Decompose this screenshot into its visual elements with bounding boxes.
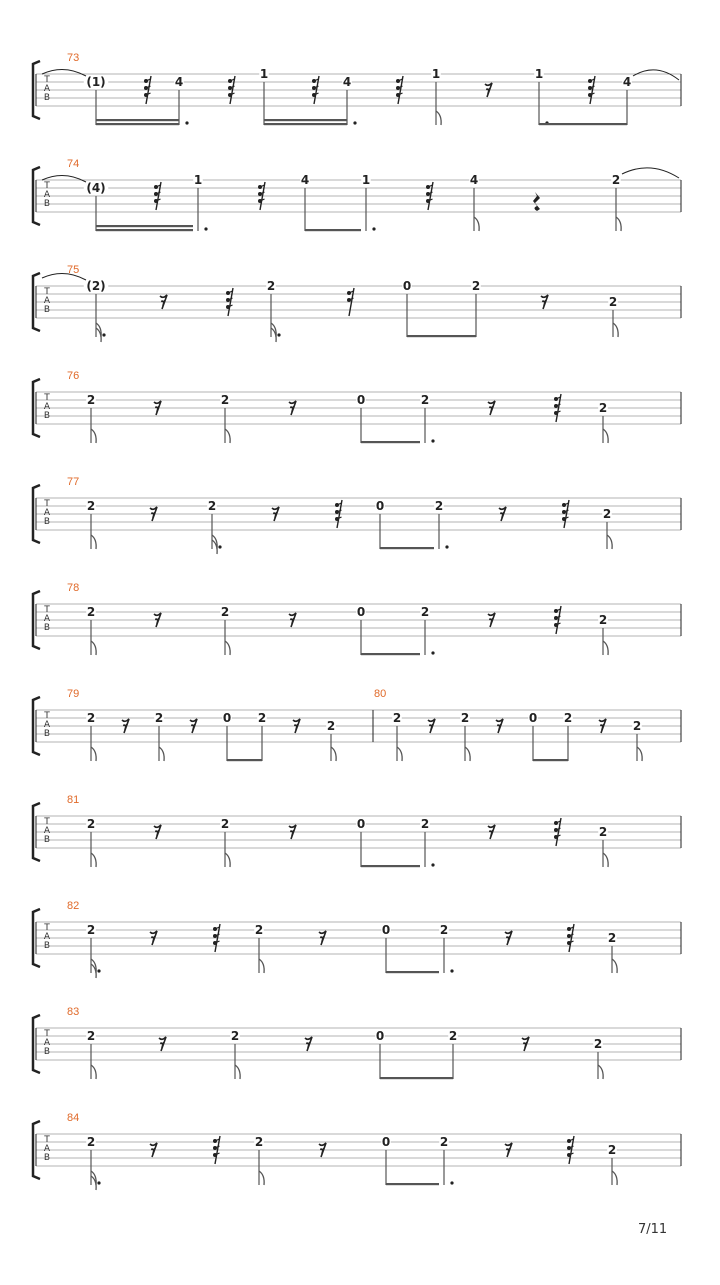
note-flag [91, 1065, 96, 1079]
note-flag [612, 959, 617, 973]
eighth-rest: 𝄾 [273, 506, 277, 524]
tab-clef-letter: A [43, 720, 51, 730]
note-flag [225, 853, 230, 867]
fret-number: 0 [528, 711, 538, 725]
tab-clef-letter: B [43, 729, 51, 739]
duration-dot [204, 227, 207, 230]
note-flag [603, 853, 608, 867]
note-beam [264, 119, 347, 121]
fret-number: 4 [174, 75, 184, 89]
fret-number: 1 [193, 173, 203, 187]
fret-number: 2 [439, 923, 449, 937]
fret-number: 2 [439, 1135, 449, 1149]
note-flag [225, 429, 230, 443]
tie-out [622, 168, 679, 178]
eighth-rest: 𝄾 [320, 1142, 324, 1160]
fret-number: 2 [86, 1029, 96, 1043]
fret-number: 2 [86, 499, 96, 513]
note-flag [91, 429, 96, 443]
note-beam [361, 653, 420, 655]
fret-number: 0 [356, 605, 366, 619]
tab-clef-letter: T [44, 817, 50, 827]
tab-system [33, 52, 681, 125]
fret-number: 2 [598, 613, 608, 627]
fret-number: 2 [220, 605, 230, 619]
fret-number: 2 [86, 1135, 96, 1149]
note-flag [436, 111, 441, 125]
tie-in [42, 273, 86, 280]
eighth-rest: 𝄾 [290, 824, 294, 842]
eighth-rest: 𝄾 [523, 1036, 527, 1054]
fret-number: 2 [607, 1143, 617, 1157]
fret-number: 2 [326, 719, 336, 733]
fret-number: 2 [254, 923, 264, 937]
note-beam [361, 441, 420, 443]
fret-number: 0 [375, 499, 385, 513]
tab-clef-letter: A [43, 402, 51, 412]
fret-number: 1 [431, 67, 441, 81]
fret-number: 4 [469, 173, 479, 187]
duration-dot [97, 1181, 100, 1184]
note-flag [603, 641, 608, 655]
note-flag [259, 1171, 264, 1185]
duration-dot [450, 1181, 453, 1184]
note-flag [612, 1171, 617, 1185]
note-beam [96, 119, 179, 121]
fret-number: 2 [220, 393, 230, 407]
fret-number: 4 [622, 75, 632, 89]
fret-number: 2 [230, 1029, 240, 1043]
fret-number: 2 [420, 817, 430, 831]
fret-number: 0 [356, 393, 366, 407]
eighth-rest: 𝄾 [429, 718, 433, 736]
eighth-rest: 𝄾 [155, 612, 159, 630]
tab-system [33, 688, 681, 761]
tab-system [33, 1112, 681, 1190]
fret-number: 2 [154, 711, 164, 725]
fret-number: (4) [86, 181, 106, 195]
note-beam [96, 225, 193, 227]
eighth-rest: 𝄾 [489, 612, 493, 630]
tab-clef-letter: B [43, 1153, 51, 1163]
fret-number: 2 [86, 605, 96, 619]
measure-number: 81 [67, 794, 80, 806]
measure-number: 83 [67, 1006, 80, 1018]
fret-number: 2 [420, 605, 430, 619]
fret-number: 1 [259, 67, 269, 81]
eighth-rest: 𝄾 [306, 1036, 310, 1054]
fret-number: 2 [220, 817, 230, 831]
tab-clef-letter: A [43, 826, 51, 836]
note-beam [539, 123, 627, 125]
page-number: 7/11 [638, 1222, 668, 1237]
tab-system [33, 794, 681, 867]
note-beam [361, 865, 420, 867]
tab-clef-letter: A [43, 84, 51, 94]
measure-number: 76 [67, 370, 80, 382]
fret-number: (1) [86, 75, 106, 89]
tab-system [33, 476, 681, 554]
fret-number: 2 [266, 279, 276, 293]
tab-clef-letter: B [43, 623, 51, 633]
tab-system [33, 264, 681, 342]
eighth-rest: 𝄾 [489, 824, 493, 842]
fret-number: 2 [602, 507, 612, 521]
fret-number: 2 [471, 279, 481, 293]
note-flag [607, 535, 612, 549]
note-flag [474, 217, 479, 231]
note-flag [637, 747, 642, 761]
measure-number: 79 [67, 688, 80, 700]
tab-clef-letter: T [44, 605, 50, 615]
note-beam [305, 229, 361, 231]
tab-system [33, 1006, 681, 1079]
fret-number: 0 [381, 1135, 391, 1149]
fret-number: 2 [392, 711, 402, 725]
eighth-rest: 𝄾 [506, 930, 510, 948]
tab-clef-letter: A [43, 1144, 51, 1154]
fret-number: 2 [593, 1037, 603, 1051]
note-flag [159, 747, 164, 761]
fret-number: 4 [300, 173, 310, 187]
eighth-rest: 𝄾 [506, 1142, 510, 1160]
fret-number: (2) [86, 279, 106, 293]
measure-number: 80 [374, 688, 387, 700]
measure-number: 82 [67, 900, 80, 912]
note-beam [380, 1077, 453, 1079]
tab-clef-letter: B [43, 835, 51, 845]
fret-number: 2 [608, 295, 618, 309]
tie-out [633, 70, 679, 80]
tab-system [33, 900, 681, 978]
fret-number: 2 [434, 499, 444, 513]
measure-number: 75 [67, 264, 80, 276]
note-beam [380, 547, 434, 549]
measure-number: 78 [67, 582, 80, 594]
fret-number: 2 [86, 817, 96, 831]
fret-number: 2 [632, 719, 642, 733]
note-flag [616, 217, 621, 231]
eighth-rest: 𝄾 [123, 718, 127, 736]
note-beam [386, 1183, 439, 1185]
eighth-rest: 𝄾 [542, 294, 546, 312]
note-flag [603, 429, 608, 443]
duration-dot [277, 333, 280, 336]
duration-dot [445, 545, 448, 548]
duration-dot [218, 545, 221, 548]
tab-clef-letter: T [44, 711, 50, 721]
note-flag [259, 959, 264, 973]
note-flag [598, 1065, 603, 1079]
note-flag [613, 323, 618, 337]
fret-number: 0 [381, 923, 391, 937]
eighth-rest: 𝄾 [155, 824, 159, 842]
fret-number: 0 [375, 1029, 385, 1043]
note-beam [96, 123, 179, 125]
eighth-rest: 𝄾 [486, 82, 490, 100]
eighth-rest: 𝄾 [320, 930, 324, 948]
note-flag [331, 747, 336, 761]
fret-number: 0 [356, 817, 366, 831]
fret-number: 2 [598, 825, 608, 839]
measure-number: 77 [67, 476, 80, 488]
tab-system [33, 370, 681, 443]
tab-clef-letter: A [43, 508, 51, 518]
measure-number: 74 [67, 158, 80, 170]
tab-clef-letter: T [44, 923, 50, 933]
tab-clef-letter: B [43, 199, 51, 209]
note-flag [397, 747, 402, 761]
fret-number: 2 [420, 393, 430, 407]
tab-system [33, 582, 681, 655]
fret-number: 4 [342, 75, 352, 89]
quarter-rest [533, 192, 540, 211]
note-beam [227, 759, 262, 761]
tab-clef-letter: B [43, 93, 51, 103]
fret-number: 1 [361, 173, 371, 187]
duration-dot [431, 439, 434, 442]
fret-number: 2 [611, 173, 621, 187]
duration-dot [372, 227, 375, 230]
tab-clef-letter: B [43, 305, 51, 315]
eighth-rest: 𝄾 [191, 718, 195, 736]
tab-clef-letter: B [43, 517, 51, 527]
tab-clef-letter: T [44, 181, 50, 191]
eighth-rest: 𝄾 [151, 506, 155, 524]
eighth-rest: 𝄾 [294, 718, 298, 736]
fret-number: 2 [254, 1135, 264, 1149]
eighth-rest: 𝄾 [160, 1036, 164, 1054]
fret-number: 0 [222, 711, 232, 725]
duration-dot [353, 121, 356, 124]
note-flag [235, 1065, 240, 1079]
measure-number: 73 [67, 52, 80, 64]
tab-clef-letter: T [44, 393, 50, 403]
fret-number: 1 [534, 67, 544, 81]
duration-dot [97, 969, 100, 972]
duration-dot [431, 863, 434, 866]
eighth-rest: 𝄾 [500, 506, 504, 524]
tab-clef-letter: B [43, 1047, 51, 1057]
duration-dot [431, 651, 434, 654]
note-flag [91, 641, 96, 655]
fret-number: 2 [563, 711, 573, 725]
tab-clef-letter: A [43, 614, 51, 624]
tab-clef-letter: T [44, 287, 50, 297]
fret-number: 2 [257, 711, 267, 725]
tab-clef-letter: B [43, 941, 51, 951]
note-beam [407, 335, 476, 337]
measure-number: 84 [67, 1112, 80, 1124]
fret-number: 2 [207, 499, 217, 513]
note-flag [91, 853, 96, 867]
fret-number: 2 [448, 1029, 458, 1043]
eighth-rest: 𝄾 [155, 400, 159, 418]
duration-dot [185, 121, 188, 124]
fret-number: 2 [460, 711, 470, 725]
tab-clef-letter: A [43, 932, 51, 942]
note-flag [225, 641, 230, 655]
eighth-rest: 𝄾 [290, 612, 294, 630]
fret-number: 2 [598, 401, 608, 415]
note-flag [465, 747, 470, 761]
tab-clef-letter: B [43, 411, 51, 421]
eighth-rest: 𝄾 [290, 400, 294, 418]
eighth-rest: 𝄾 [489, 400, 493, 418]
eighth-rest: 𝄾 [151, 1142, 155, 1160]
tab-system [33, 158, 681, 231]
tab-clef-letter: A [43, 190, 51, 200]
tab-clef-letter: A [43, 296, 51, 306]
fret-number: 2 [607, 931, 617, 945]
eighth-rest: 𝄾 [497, 718, 501, 736]
duration-dot [450, 969, 453, 972]
eighth-rest: 𝄾 [600, 718, 604, 736]
note-beam [264, 123, 347, 125]
eighth-rest: 𝄾 [151, 930, 155, 948]
tab-clef-letter: T [44, 1029, 50, 1039]
note-flag [91, 747, 96, 761]
note-beam [96, 229, 193, 231]
tab-clef-letter: A [43, 1038, 51, 1048]
tab-clef-letter: T [44, 499, 50, 509]
note-beam [533, 759, 568, 761]
note-flag [91, 535, 96, 549]
fret-number: 2 [86, 711, 96, 725]
fret-number: 0 [402, 279, 412, 293]
eighth-rest: 𝄾 [161, 294, 165, 312]
fret-number: 2 [86, 923, 96, 937]
fret-number: 2 [86, 393, 96, 407]
tab-clef-letter: T [44, 1135, 50, 1145]
duration-dot [102, 333, 105, 336]
note-beam [386, 971, 439, 973]
tab-clef-letter: T [44, 75, 50, 85]
